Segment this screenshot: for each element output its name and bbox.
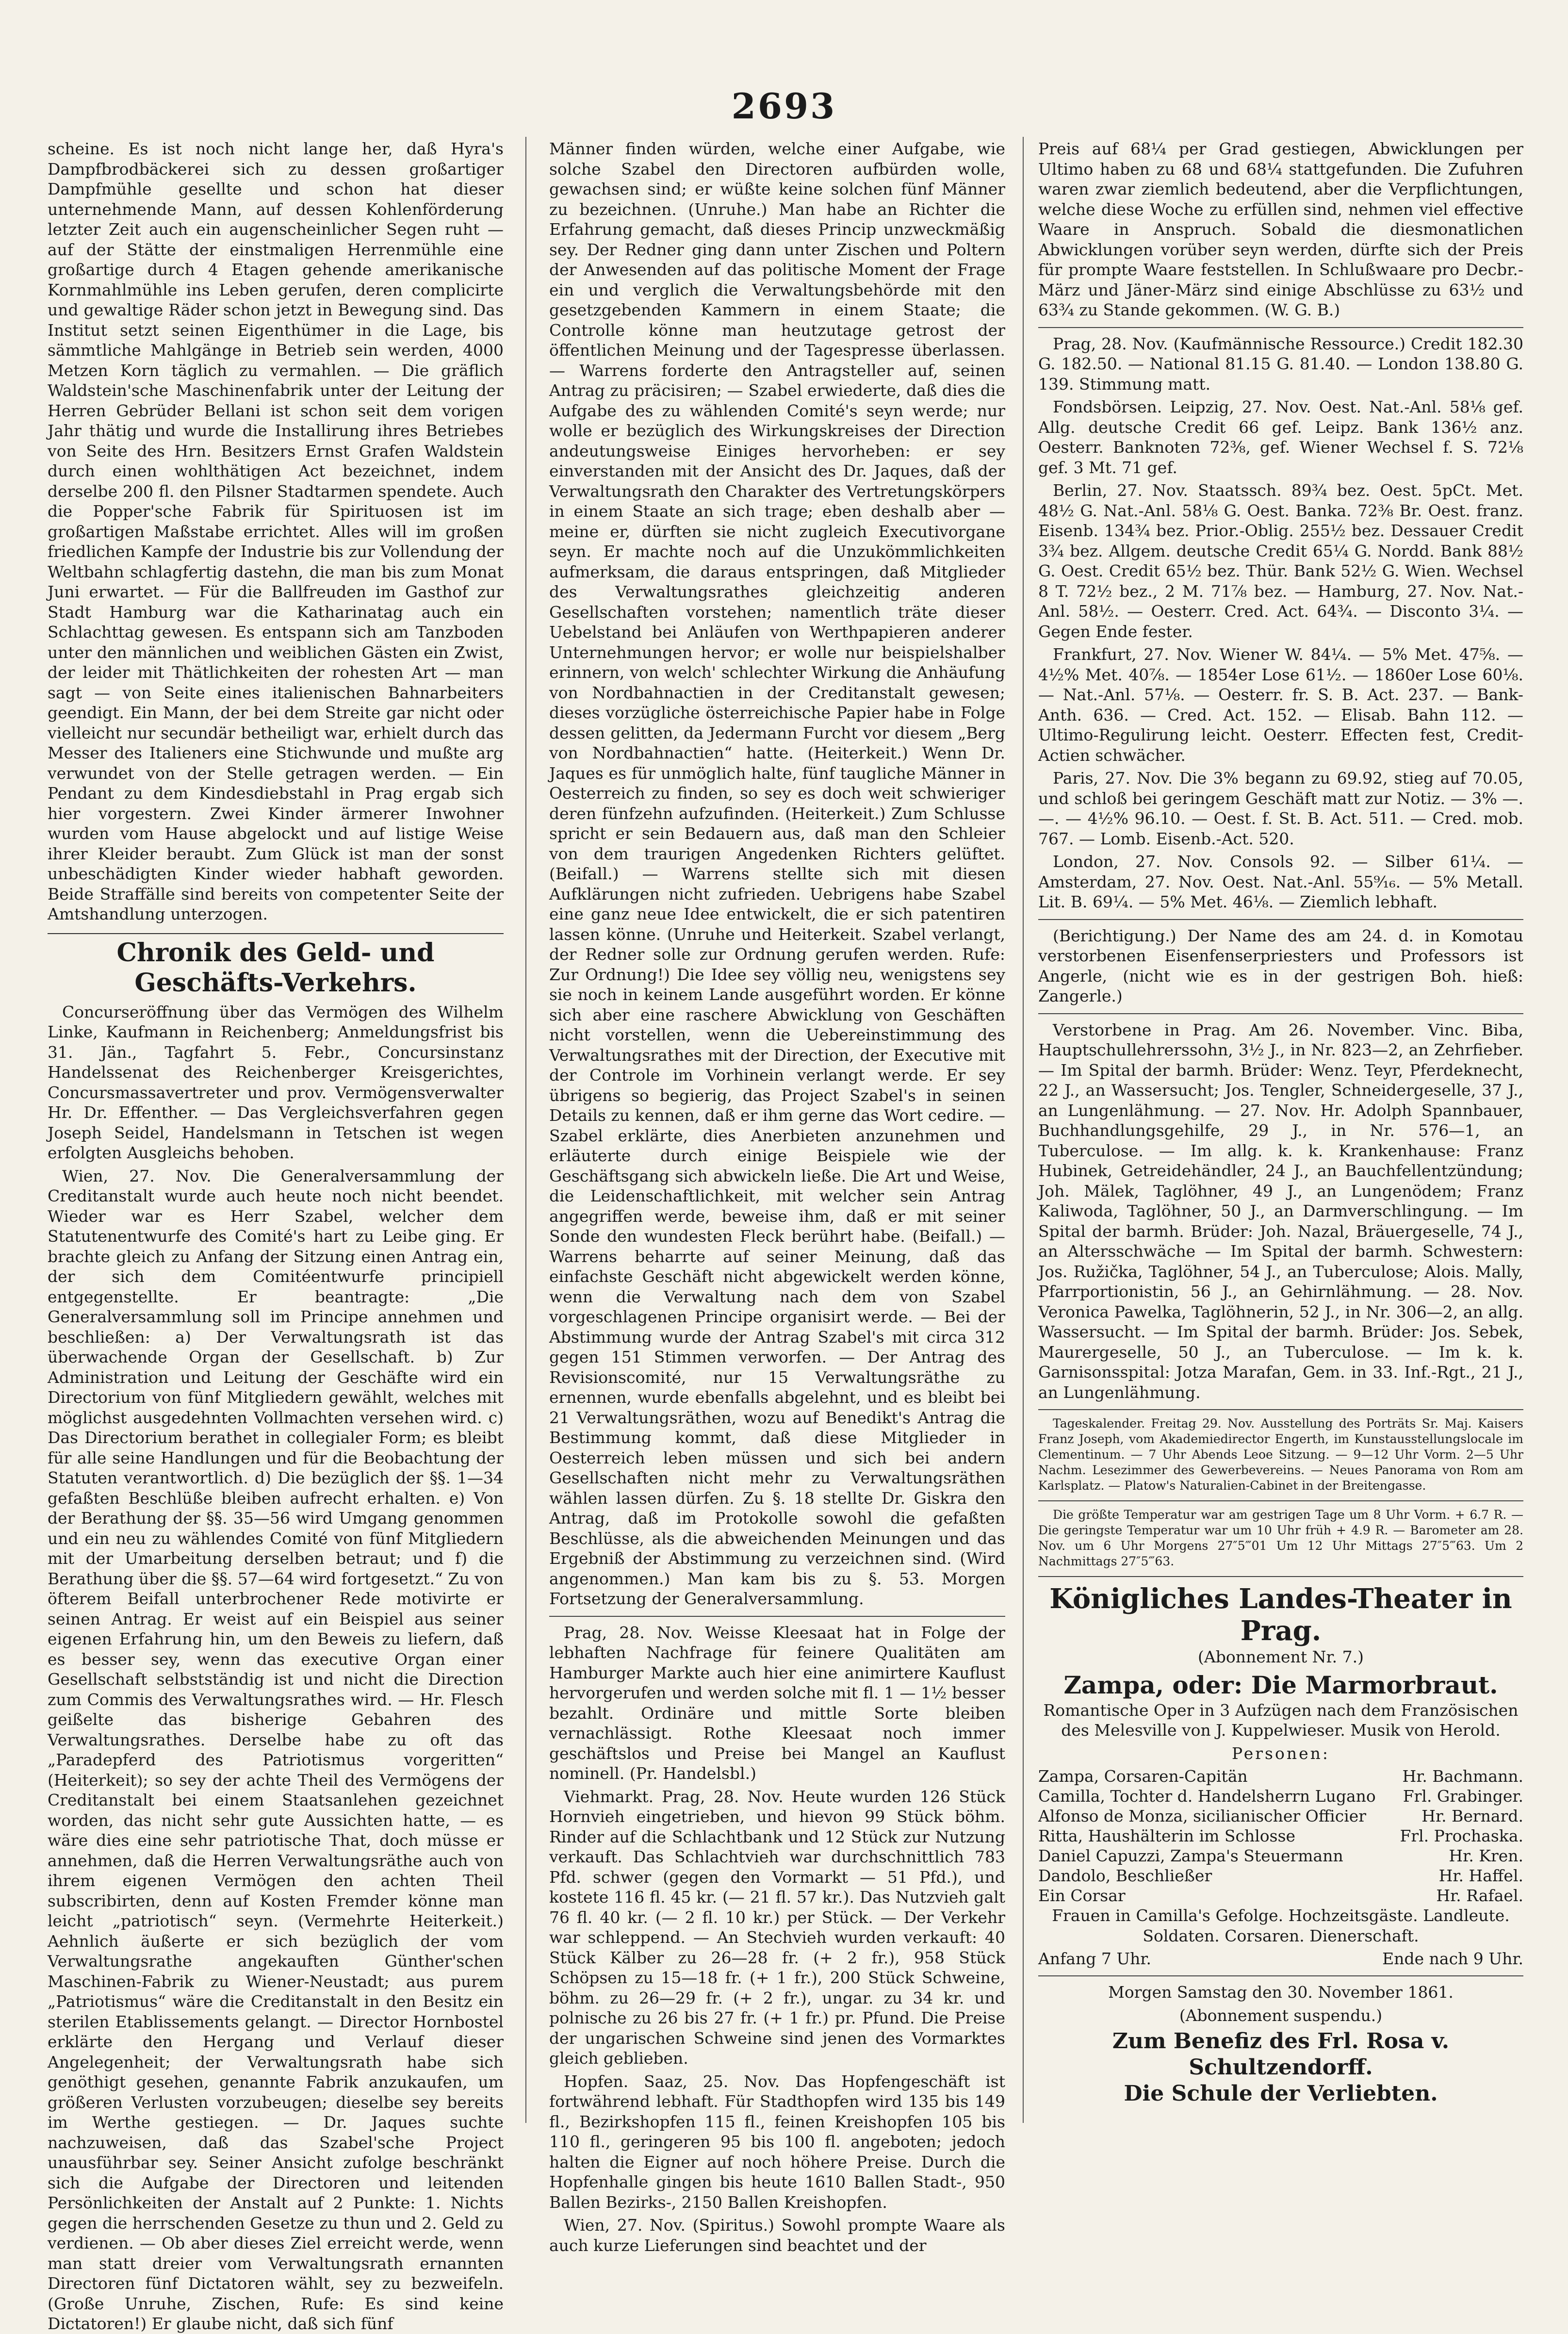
cast-actor: Frl. Prochaska. (1400, 1826, 1523, 1845)
cast-row (1038, 1786, 1523, 1806)
performance-times (1038, 1949, 1523, 1969)
divider (1038, 1409, 1523, 1410)
article-spiritus-continued: Preis auf 68¼ per Grad gestiegen, Abwicklungen per Ultimo haben zu 68 und 68¼ stattgefunden. Die Zufuhren waren zwar ziemlich bedeutend, aber die Verpflichtungen, welche diese Woche zu erfüllen sind, nehmen viel effective Waare in Anspruch. Sobald die diesmonatlichen Abwicklungen vorüber seyn werden, dürfte sich der Preis für prompte Waare feststellen. In Schlußwaare pro Decbr.-März und Jäner-März sind einige Abschlüsse zu 63½ und 63¾ zu Stande gekommen. (W. G. B.) (1038, 139, 1523, 319)
notice-weather: Die größte Temperatur war am gestrigen Tage um 8 Uhr Vorm. + 6.7 R. — Die geringste Temperatur war um 10 Uhr früh + 4.9 R. — Barometer am 28. Nov. um 6 Uhr Morgens 27″5‴01 Um 12 Uhr Mittags 27″5‴63. Um 2 Nachmittags 27″5‴63. (1038, 1508, 1523, 1568)
article-viehmarkt: Viehmarkt. Prag, 28. Nov. Heute wurden 126 Stück Hornvieh eingetrieben, und hievon 99 Stück böhm. Rinder auf die Schlachtbank und 12 Stück zur Nutzung verkauft. Das Schlachtvieh war durchschnittlich 783 Pfd. schwer (gegen den Vormarkt — 51 Pfd.), und kostete 116 fl. 45 kr. (— 21 fl. 57 kr.). Das Nutzvieh galt 76 fl. 40 kr. (— 2 fl. 10 kr.) per Stück. — Der Verkehr war schleppend. — An Stechvieh wurden verkauft: 40 Stück Kälber zu 26—28 fr. (+ 2 fr.), 958 Stück Schöpsen zu 15—18 fr. (+ 1 fr.), 200 Stück Schweine, böhm. zu 26—29 fr. (+ 2 fr.), ungar. zu 34 kr. und polnische zu 26 bis 27 fr. (+ 1 fr.) pr. Pfund. Die Preise der ungarischen Schweine sind jenen des Vormarktes gleich geblieben. (549, 1787, 1005, 2068)
column-divider (525, 137, 526, 2123)
divider (1038, 919, 1523, 920)
cast-row (1038, 1806, 1523, 1826)
play-title: Zampa, oder: Die Marmorbraut. (1063, 1670, 1498, 1699)
cast-role: Zampa, Corsaren-Capitän (1038, 1767, 1248, 1786)
quote-paris: Paris, 27. Nov. Die 3% begann zu 69.92, stieg auf 70.05, und schloß bei geringem Geschäft matt zur Notiz. — 3% —.—. — 4½% 96.10. — Oest. f. St. B. Act. 511. — Cred. mob. 767. — Lomb. Eisenb.-Act. 520. (1038, 769, 1523, 848)
cast-row (1038, 1826, 1523, 1846)
notice-tageskalender: Tageskalender. Freitag 29. Nov. Ausstellung des Porträts Sr. Maj. Kaisers Franz Joseph, vom Akademiedirector Engerth, im Kunstausstellungslocale im Clementinum. — 7 Uhr Abends Leoe Sitzung. — 9—12 Uhr Vorm. 2—5 Uhr Nachm. Lesezimmer des Gewerbevereins. — Neues Panorama von Rom am Karlsplatz. — Platow's Naturalien-Cabinet in der Breitengasse. (1038, 1416, 1523, 1493)
divider (1038, 1013, 1523, 1014)
cast-role: Dandolo, Beschließer (1038, 1866, 1212, 1885)
cast-role: Ritta, Haushälterin im Schlosse (1038, 1826, 1296, 1845)
cast-row (1038, 1886, 1523, 1906)
notice-verstorbene: Verstorbene in Prag. Am 26. November. Vinc. Biba, Hauptschullehrerssohn, 3½ J., in Nr. 823—2, an Zehrfieber. — Im Spital der barmh. Brüder: Wenz. Teyr, Pferdeknecht, 22 J., an Wassersucht; Jos. Tengler, Schneidergeselle, 37 J., an Lungenlähmung. — 27. Nov. Hr. Adolph Spannbauer, Buchhandlungsgehilfe, 29 J., in Nr. 576—1, an Tuberculose. — Im allg. k. k. Krankenhause: Franz Hubinek, Getreidehändler, 24 J., an Bauchfellentzündung; Joh. Mälek, Taglöhner, 49 J., an Lungenödem; Franz Kaliwoda, Taglöhner, 50 J., an Darmverschlingung. — Im Spital der barmh. Brüder: Joh. Nazal, Bräuergeselle, 74 J., an Altersschwäche — Im Spital der barmh. Schwestern: Jos. Ružička, Taglöhner, 54 J., an Tuberculose; Alois. Mally, Pfarrportionistin, 56 J., an Gehirnlähmung. — 28. Nov. Veronica Pawelka, Taglöhnerin, 52 J., in Nr. 306—2, an allg. Wassersucht. — Im Spital der barmh. Brüder: Jos. Sebek, Maurergeselle, 50 J., an Tuberculose. — Im k. k. Garnisonsspital: Jotza Marafan, Gem. in 33. Inf.-Rgt., 21 J., an Lungenlähmung. (1038, 1020, 1523, 1402)
cast-role: Ein Corsar (1038, 1886, 1126, 1905)
benefit-play-title: Die Schule der Verliebten. (1124, 2081, 1438, 2106)
benefit-note: Zum Benefiz des Frl. Rosa v. Schultzendorff. (1112, 2029, 1450, 2080)
divider (1038, 327, 1523, 328)
cast-actor: Hr. Bachmann. (1402, 1767, 1523, 1786)
divider (1038, 1576, 1523, 1577)
quote-frankfurt: Frankfurt, 27. Nov. Wiener W. 84¼. — 5% Met. 47⅝. — 4½% Met. 40⅞. — 1854er Lose 61½. — 1860er Lose 60⅛. — Nat.-Anl. 57⅛. — Oesterr. fr. S. B. Act. 237. — Bank-Anth. 636. — Cred. Act. 152. — Elisab. Bahn 112. — Ultimo-Regulirung leicht. Oesterr. Effecten fest, Credit-Actien schwächer. (1038, 645, 1523, 765)
article-kleesaat: Prag, 28. Nov. Weisse Kleesaat hat in Folge der lebhaften Nachfrage für feinere Qualitäten am Hamburger Markte auch hier eine animirtere Kauflust hervorgerufen und werden solche mit fl. 1 — 1½ besser bezahlt. Ordinäre und mittle Sorte bleiben vernachlässigt. Rothe Kleesaat noch immer geschäftslos und Preise bei Mangel an Kauflust nominell. (Pr. Handelsbl.) (549, 1623, 1005, 1783)
quote-prag: Prag, 28. Nov. (Kaufmännische Ressource.) Credit 182.30 G. 182.50. — National 81.15 G. 81.40. — London 138.80 G. 139. Stimmung matt. (1038, 334, 1523, 394)
article-industry-pilsen: scheine. Es ist noch nicht lange her, daß Hyra's Dampfbrodbäckerei sich zu dessen großartiger Dampfmühle gesellte und schon hat dieser unternehmende Mann, auf dessen Kohlenförderung letzter Zeit auch ein augenscheinlicher Segen ruht — auf der Stätte der einstmaligen Herrenmühle eine großartige durch 4 Etagen gehende amerikanische Kornmahlmühle ins Leben gerufen, deren complicirte und gewaltige Räder schon jetzt in Bewegung sind. Das Institut setzt seinen Eigenthümer in die Lage, bis sämmtliche Mahlgänge in Betrieb sein werden, 4000 Metzen Korn täglich zu vermahlen. — Die gräflich Waldstein'sche Maschinenfabrik unter der Leitung der Herren Gebrüder Bellani ist schon seit dem vorigen Jahr thätig und wurde die Installirung ihres Betriebes von Seite des Hrn. Besitzers Ernst Grafen Waldstein durch einen wohlthätigen Act bezeichnet, indem derselbe 200 fl. den Pilsner Stadtarmen spendete. Auch die Popper'sche Fabrik für Spirituosen ist im großartigen Maßstabe errichtet. Alles will im großen friedlichen Kampfe der Industrie bis zur Vollendung der Weltbahn schlagfertig dastehn, die man bis zum Monat Juni erwartet. — Für die Ballfreuden im Gasthof zur Stadt Hamburg war die Katharinatag auch ein Schlachttag gewesen. Es entspann sich am Tanzboden unter den männlichen und weiblichen Gästen ein Zwist, der leider mit Thätlichkeiten der rohesten Art — man sagt — von Seite eines italienischen Bahnarbeiters geendigt. Ein Mann, der bei dem Streite gar nicht oder vielleicht nur secundär betheiligt war, erhielt durch das Messer des Italieners eine Stichwunde und mußte arg verwundet von der Stelle getragen werden. — Ein Pendant zu dem Kindesdiebstahl in Prag ergab sich hier vorgestern. Zwei Kinder ärmerer Inwohner wurden vom Hause abgelockt und auf listige Weise ihrer Kleider beraubt. Zum Glück ist man der sonst unbeschädigten Kinder wieder habhaft geworden. Beide Straffälle sind bereits von competenter Seite der Amtshandlung unterzogen. (48, 139, 504, 923)
page-number: 2693 (731, 85, 837, 127)
cast-list (1038, 1766, 1523, 1906)
notice-berichtigung: (Berichtigung.) Der Name des am 24. d. in Komotau verstorbenen Eisenfenserpriesters und Professors ist Angerle, (nicht wie es in der gestrigen Boh. hieß: Zangerle.) (1038, 926, 1523, 1005)
column-right (1038, 139, 1523, 2128)
cast-heading: Personen: (1232, 1743, 1330, 1763)
quote-berlin: Berlin, 27. Nov. Staatssch. 89¾ bez. Oest. 5pCt. Met. 48½ G. Nat.-Anl. 58⅛ G. Oest. Banka. 72⅜ Br. Oest. franz. Eisenb. 134¾ bez. Prior.-Oblig. 255½ bez. Dessauer Credit 3¾ bez. Allgem. deutsche Credit 65¼ G. Nordd. Bank 88½ G. Oest. Credit 65½ bez. Thür. Bank 52½ G. Wien. Wechsel 8 T. 72½ bez., 2 M. 71⅞ bez. — Hamburg, 27. Nov. Nat.-Anl. 58½. — Oesterr. Cred. Act. 64¾. — Disconto 3¼. — Gegen Ende fester. (1038, 481, 1523, 641)
quote-london: London, 27. Nov. Consols 92. — Silber 61¼. — Amsterdam, 27. Nov. Oest. Nat.-Anl. 55⁹⁄₁₆. — 5% Metall. Lit. B. 69¼. — 5% Met. 46⅛. — Ziemlich lebhaft. (1038, 852, 1523, 911)
end-time: Ende nach 9 Uhr. (1382, 1949, 1523, 1968)
article-hopfen: Hopfen. Saaz, 25. Nov. Das Hopfengeschäft ist fortwährend lebhaft. Für Stadthopfen wird 135 bis 149 fl., Bezirkshopfen 115 fl., feinen Kreishopfen 105 bis 110 fl., geringeren 95 bis 100 fl. angeboten; jedoch halten die Eigner auf noch höhere Preise. Durch die Hopfenhalle gingen bis heute 1610 Ballen Stadt-, 950 Ballen Bezirks-, 2150 Ballen Kreishopfen. (549, 2071, 1005, 2212)
section-heading-chronik: Chronik des Geld- und Geschäfts-Verkehrs. (48, 933, 504, 998)
article-concurs: Concurseröffnung über das Vermögen des Wilhelm Linke, Kaufmann in Reichenberg; Anmeldungsfrist bis 31. Jän., Tagfahrt 5. Febr., Concursinstanz Handelssenat des Reichenberger Kreisgerichtes, Concursmassavertreter und prov. Vermögensverwalter Hr. Dr. Effenther. — Das Vergleichsverfahren gegen Joseph Seidel, Handelsmann in Tetschen ist wegen erfolgten Ausgleichs behoben. (48, 1002, 504, 1162)
column-middle (549, 139, 1005, 2255)
cast-row (1038, 1866, 1523, 1886)
start-time: Anfang 7 Uhr. (1038, 1949, 1152, 1968)
cast-role: Alfonso de Monza, sicilianischer Officier (1038, 1807, 1367, 1825)
cast-actor: Hr. Rafael. (1436, 1886, 1523, 1905)
theatre-heading: Königliches Landes-Theater in Prag. (1049, 1583, 1512, 1647)
cast-actor: Frl. Grabinger. (1403, 1787, 1523, 1806)
play-description: Romantische Oper in 3 Aufzügen nach dem Französischen des Melesville von J. Kuppelwieser. Musik von Herold. (1043, 1700, 1519, 1740)
cast-actor: Hr. Haffel. (1438, 1866, 1523, 1885)
cast-actor: Hr. Bernard. (1421, 1807, 1523, 1825)
article-creditanstalt-continued: Männer finden würden, welche einer Aufgabe, wie solche Szabel den Directoren aufbürden wolle, gewachsen sind; er wüßte keine solchen fünf Männer zu bezeichnen. (Unruhe.) Man habe an Richter die Erfahrung gemacht, daß dieses Princip unzweckmäßig sey. Der Redner ging dann unter Zischen und Poltern der Anwesenden auf das politische Moment der Frage ein und verglich die Verwaltungsbehörde mit den gesetzgebenden Kammern in einem Staate; die Controlle könne man heutzutage getrost der öffentlichen Meinung und der Tagespresse überlassen. — Warrens forderte den Antragsteller auf, seinen Antrag zu präcisiren; — Szabel erwiederte, daß dies die Aufgabe des zu wählenden Comité's seyn werde; nur wolle er bezüglich des Wirkungskreises der Direction andeutungsweise Einiges hervorheben: er sey einverstanden mit der Ansicht des Dr. Jaques, daß der Verwaltungsrath den Charakter des Vertretungskörpers in einem Staate an sich trage; eben deshalb aber — meine er, dürften sie nicht zugleich Executivorgane seyn. Er machte noch auf die Unzukömmlichkeiten aufmerksam, die daraus entspringen, daß Mitglieder des Verwaltungsrathes gleichzeitig anderen Gesellschaften vorstehen; namentlich träte dieser Uebelstand bei Anläufen von Werthpapieren anderer Unternehmungen hervor; er wolle nur beispielshalber erinnern, von welch' schlechter Wirkung die Anhäufung von Nordbahnactien in der Creditanstalt gewesen; dieses vorzügliche österreichische Papier habe in Folge dessen gelitten, da Jedermann Furcht vor diesem „Berg von Nordbahnactien“ hatte. (Heiterkeit.) Wenn Dr. Jaques es für unmöglich halte, fünf taugliche Männer in Oesterreich zu finden, so sey es doch weit schwieriger deren fünfzehn aufzufinden. (Heiterkeit.) Zum Schlusse spricht er sein Bedauern aus, daß man den Schleier von dem traurigen Angedenken Richters gelüftet. (Beifall.) — Warrens stellte sich mit diesen Aufklärungen nicht zufrieden. Uebrigens habe Szabel eine ganz neue Idee entwickelt, die er sich patentiren lassen könne. (Unruhe und Heiterkeit. Szabel verlangt, der Redner solle zur Ordnung gerufen werden. Rufe: Zur Ordnung!) Die Idee sey völlig neu, wenigstens sey sie noch in keinem Lande ausgeführt worden. Er könne sich aber eine raschere Abwicklung von Geschäften nicht vorstellen, wenn die Uebereinstimmung des Verwaltungsrathes mit der Direction, der Executive mit der Controle im Vorhinein verlangt werde. Er sey übrigens so begierig, das Project Szabel's in seinen Details zu kennen, daß er ihm gerne das Wort cedire. — Szabel erklärte, dies Anerbieten anzunehmen und erläuterte durch einige Beispiele wie der Geschäftsgang sich abwickeln ließe. Die Art und Weise, die Leidenschaftlichkeit, mit welcher sein Antrag angegriffen werde, beweise ihm, daß er mit seiner Sonde den wundesten Fleck berührt habe. (Beifall.) — Warrens beharrte auf seiner Meinung, daß das einfachste Geschäft nicht abgewickelt werden könne, wenn die Verwaltung nach dem von Szabel vorgeschlagenen Principe organisirt werde. — Bei der Abstimmung wurde der Antrag Szabel's mit circa 312 gegen 151 Stimmen verworfen. — Der Antrag des Revisionscomité, nur 15 Verwaltungsräthe zu ernennen, wurde ebenfalls abgelehnt, und es bleibt bei 21 Verwaltungsräthen, wozu auf Benedikt's Antrag die Bestimmung kommt, daß diese Mitglieder in Oesterreich leben müssen und sich bei andern Gesellschaften nicht mehr zu Verwaltungsräthen wählen lassen dürfen. Zu §. 18 stellte Dr. Giskra den Antrag, daß im Protokolle sowohl die gefaßten Beschlüsse, als die abweichenden Meinungen und das Ergebniß der Abstimmung zu verzeichnen sind. (Wird angenommen.) Man kam bis zu §. 53. Morgen Fortsetzung der Generalversammlung. (549, 139, 1005, 1608)
cast-actor: Hr. Kren. (1449, 1846, 1523, 1865)
quote-leipzig: Fondsbörsen. Leipzig, 27. Nov. Oest. Nat.-Anl. 58⅛ gef. Allg. deutsche Credit 66 gef. Leipz. Bank 136½ anz. Oesterr. Banknoten 72⅜, gef. Wiener Wechsel f. S. 72⅛ gef. 3 Mt. 71 gef. (1038, 397, 1523, 477)
cast-role: Camilla, Tochter d. Handelsherrn Lugano (1038, 1787, 1376, 1806)
column-divider (1023, 137, 1024, 2123)
column-left (48, 139, 504, 2333)
cast-role: Daniel Capuzzi, Zampa's Steuermann (1038, 1846, 1343, 1865)
cast-row (1038, 1766, 1523, 1786)
divider (549, 1616, 1005, 1617)
article-creditanstalt-vienna: Wien, 27. Nov. Die Generalversammlung der Creditanstalt wurde auch heute noch nicht beendet. Wieder war es Herr Szabel, welcher dem Statutenentwurfe des Comité's hart zu Leibe ging. Er brachte gleich zu Anfang der Sitzung einen Antrag ein, der sich dem Comitéentwurfe principiell entgegenstellte. Er beantragte: „Die Generalversammlung soll im Principe annehmen und beschließen: a) Der Verwaltungsrath ist das überwachende Organ der Gesellschaft. b) Zur Administration und Leitung der Geschäfte wird ein Directorium von fünf Mitgliedern gewählt, welches mit möglichst ausgedehnten Vollmachten versehen wird. c) Das Directorium berathet in collegialer Form; es bleibt für alle seine Handlungen und für die Beobachtung der Statuten verantwortlich. d) Die bezüglich der §§. 1—34 gefaßten Beschlüße bleiben aufrecht erhalten. e) Von der Berathung der §§. 35—56 wird Umgang genommen und ein neu zu wählendes Comité von fünf Mitgliedern mit der Umarbeitung derselben betraut; und f) die Berathung über die §§. 57—64 wird fortgesetzt.“ Zu von öfterem Beifall unterbrochener Rede motivirte er seinen Antrag. Er weist auf ein Beispiel aus seiner eigenen Erfahrung hin, um den Beweis zu liefern, daß es besser sey, wenn das executive Organ einer Gesellschaft selbstständig ist und nicht die Direction zum Commis des Verwaltungsrathes wird. — Hr. Flesch geißelte das bisherige Gebahren des Verwaltungsrathes. Derselbe habe zu oft das „Paradepferd des Patriotismus vorgeritten“ (Heiterkeit); so sey der achte Theil des Vermögens der Creditanstalt bei einem Staatsanlehen gezeichnet worden, das nicht sehr gute Aussichten hatte, — es wäre dies eine sehr patriotische That, doch müsse er annehmen, daß die Herren Verwaltungsräthe auch von ihrem eigenen Vermögen den achten Theil subscribirten, denn auf Kosten Fremder könne man leicht „patriotisch“ seyn. (Vermehrte Heiterkeit.) Aehnlich äußerte er sich bezüglich der vom Verwaltungsrathe angekauften Günther'schen Maschinen-Fabrik zu Wiener-Neustadt; aus purem „Patriotismus“ wäre die Creditanstalt in den Besitz ein sterilen Etablissements gelangt. — Director Hornbostel erklärte den Hergang und Verlauf dieser Angelegenheit; der Verwaltungsrath habe sich genöthigt gesehen, genannte Fabrik anzukaufen, um größeren Verlusten vorzubeugen; dieselbe sey bereits im Werthe gestiegen. — Dr. Jaques suchte nachzuweisen, daß das Szabel'sche Project unausführbar sey. Seiner Ansicht zufolge beschränkt sich die Aufgabe der Directoren und leitenden Persönlichkeiten der Anstalt auf 2 Punkte: 1. Nichts gegen die herrschenden Gesetze zu thun und 2. Geld zu verdienen. — Ob aber dieses Ziel erreicht werde, wenn man statt dreier vom Verwaltungsrath ernannten Directoren fünf Dictatoren wählt, sey zu bezweifeln. (Große Unruhe, Zischen, Rufe: Es sind keine Dictatoren!) Er glaube nicht, daß sich fünf (48, 1166, 504, 2333)
cast-extras: Frauen in Camilla's Gefolge. Hochzeitsgäste. Landleute. Soldaten. Corsaren. Dienerschaft. (1052, 1906, 1510, 1945)
divider (1038, 1500, 1523, 1501)
article-spiritus: Wien, 27. Nov. (Spiritus.) Sowohl prompte Waare als auch kurze Lieferungen sind beachtet und der (549, 2216, 1005, 2255)
next-performance-date: Morgen Samstag den 30. November 1861. (1108, 1983, 1454, 2002)
abonnement-note: (Abonnement Nr. 7.) (1198, 1647, 1364, 1666)
abonnement-suspended: (Abonnement suspendu.) (1179, 2005, 1383, 2025)
cast-row (1038, 1846, 1523, 1866)
divider (1038, 1975, 1523, 1976)
